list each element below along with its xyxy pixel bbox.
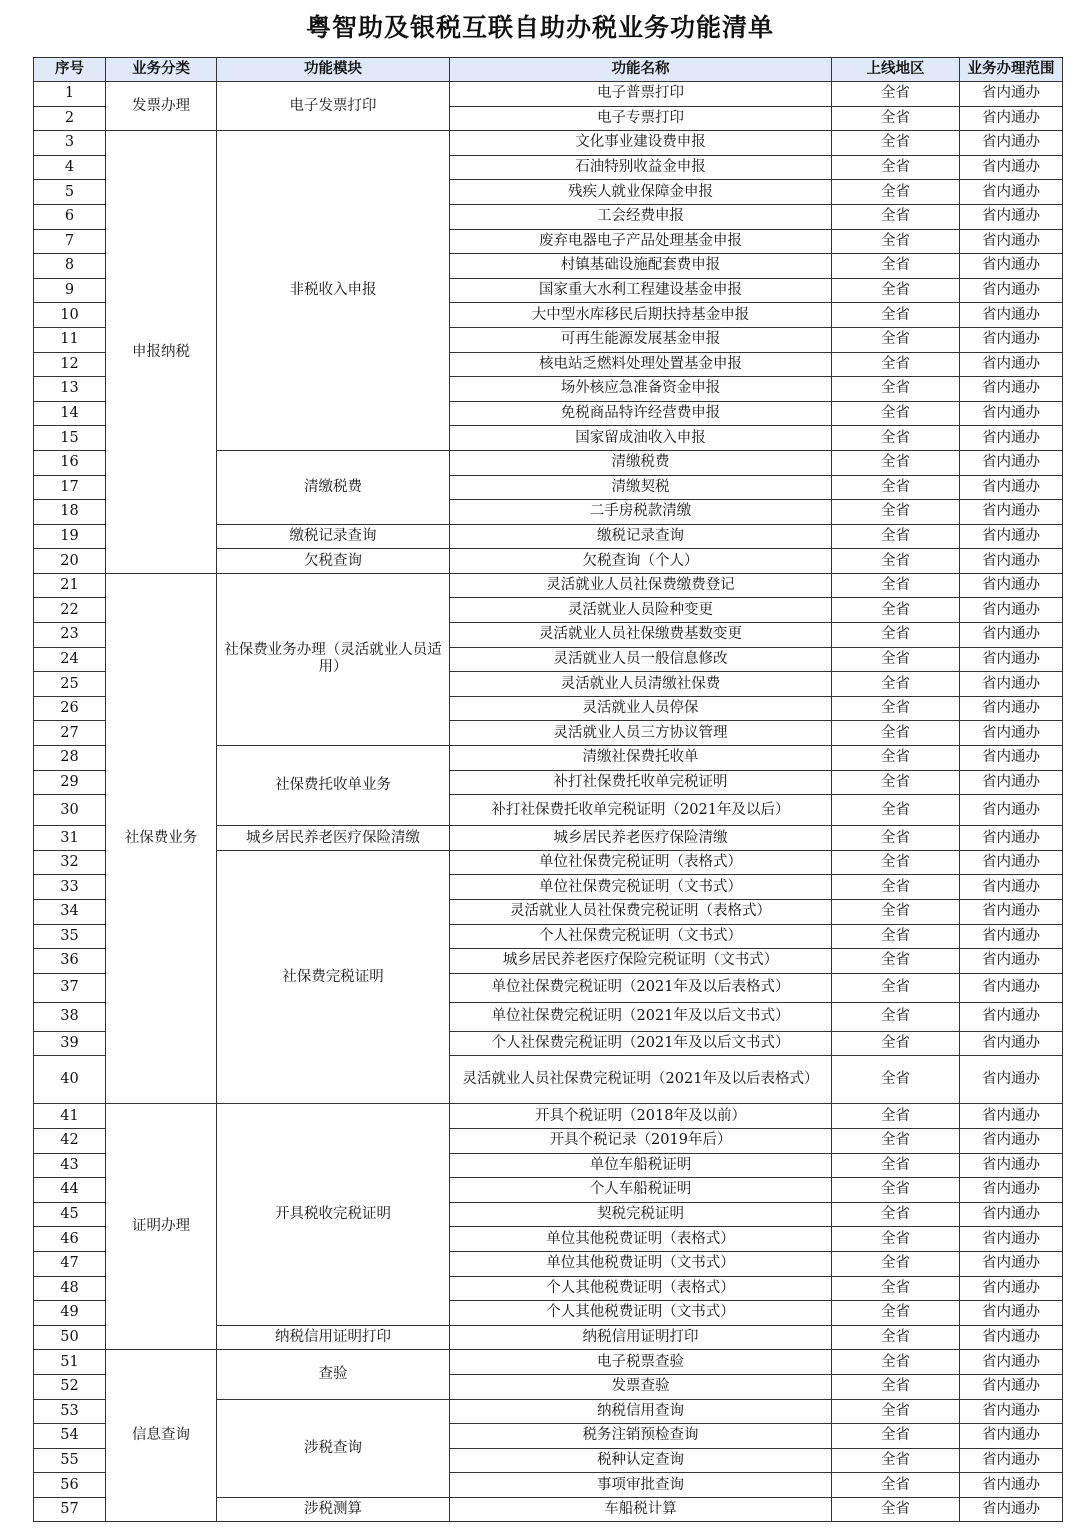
scope-cell: 省内通办 <box>960 696 1063 721</box>
row-index: 25 <box>34 672 106 697</box>
function-name-cell: 纳税信用查询 <box>450 1399 832 1424</box>
region-cell: 全省 <box>832 1002 960 1031</box>
row-index: 5 <box>34 180 106 205</box>
row-index: 10 <box>34 303 106 328</box>
header-category: 业务分类 <box>106 58 217 82</box>
scope-cell: 省内通办 <box>960 1399 1063 1424</box>
page-title: 粤智助及银税互联自助办税业务功能清单 <box>305 13 774 42</box>
row-index: 53 <box>34 1399 106 1424</box>
region-cell: 全省 <box>832 1497 960 1522</box>
row-index: 50 <box>34 1325 106 1350</box>
module-cell: 清缴税费 <box>217 450 450 524</box>
row-index: 26 <box>34 696 106 721</box>
region-cell: 全省 <box>832 229 960 254</box>
row-index: 12 <box>34 352 106 377</box>
function-name-cell: 灵活就业人员社保缴费基数变更 <box>450 623 832 648</box>
region-cell: 全省 <box>832 850 960 875</box>
region-cell: 全省 <box>832 327 960 352</box>
scope-cell: 省内通办 <box>960 131 1063 156</box>
scope-cell: 省内通办 <box>960 524 1063 549</box>
function-name-cell: 灵活就业人员险种变更 <box>450 598 832 623</box>
row-index: 14 <box>34 401 106 426</box>
table-row <box>34 573 1063 598</box>
module-cell: 涉税测算 <box>217 1497 450 1522</box>
row-index: 21 <box>34 573 106 598</box>
row-index: 46 <box>34 1227 106 1252</box>
scope-cell: 省内通办 <box>960 549 1063 574</box>
function-name-cell: 欠税查询（个人） <box>450 549 832 574</box>
function-name-cell: 单位社保费完税证明（2021年及以后表格式） <box>450 973 832 1002</box>
function-name-cell: 个人车船税证明 <box>450 1178 832 1203</box>
scope-cell: 省内通办 <box>960 155 1063 180</box>
scope-cell: 省内通办 <box>960 1424 1063 1449</box>
row-index: 20 <box>34 549 106 574</box>
region-cell: 全省 <box>832 131 960 156</box>
region-cell: 全省 <box>832 549 960 574</box>
row-index: 3 <box>34 131 106 156</box>
row-index: 45 <box>34 1202 106 1227</box>
module-cell: 非税收入申报 <box>217 131 450 451</box>
function-name-cell: 城乡居民养老医疗保险清缴 <box>450 826 832 851</box>
module-cell: 社保费业务办理（灵活就业人员适用） <box>217 573 450 745</box>
category-cell: 证明办理 <box>106 1104 217 1350</box>
scope-cell: 省内通办 <box>960 672 1063 697</box>
region-cell: 全省 <box>832 352 960 377</box>
header-region: 上线地区 <box>832 58 960 82</box>
scope-cell: 省内通办 <box>960 1031 1063 1056</box>
scope-cell: 省内通办 <box>960 327 1063 352</box>
region-cell: 全省 <box>832 1276 960 1301</box>
scope-cell: 省内通办 <box>960 573 1063 598</box>
header-function-name: 功能名称 <box>450 58 832 82</box>
region-cell: 全省 <box>832 524 960 549</box>
region-cell: 全省 <box>832 1301 960 1326</box>
scope-cell: 省内通办 <box>960 623 1063 648</box>
region-cell: 全省 <box>832 746 960 771</box>
function-name-cell: 缴税记录查询 <box>450 524 832 549</box>
region-cell: 全省 <box>832 672 960 697</box>
region-cell: 全省 <box>832 1104 960 1129</box>
row-index: 51 <box>34 1350 106 1375</box>
table-body <box>34 82 1063 1522</box>
row-index: 43 <box>34 1153 106 1178</box>
row-index: 34 <box>34 900 106 925</box>
row-index: 28 <box>34 746 106 771</box>
function-name-cell: 车船税计算 <box>450 1497 832 1522</box>
row-index: 48 <box>34 1276 106 1301</box>
scope-cell: 省内通办 <box>960 598 1063 623</box>
row-index: 9 <box>34 278 106 303</box>
category-cell: 信息查询 <box>106 1350 217 1522</box>
scope-cell: 省内通办 <box>960 1251 1063 1276</box>
region-cell: 全省 <box>832 647 960 672</box>
scope-cell: 省内通办 <box>960 1497 1063 1522</box>
function-name-cell: 灵活就业人员社保费缴费登记 <box>450 573 832 598</box>
row-index: 22 <box>34 598 106 623</box>
scope-cell: 省内通办 <box>960 352 1063 377</box>
region-cell: 全省 <box>832 1153 960 1178</box>
function-name-cell: 个人社保费完税证明（文书式） <box>450 924 832 949</box>
region-cell: 全省 <box>832 696 960 721</box>
function-list-table <box>33 57 1063 1522</box>
function-name-cell: 清缴契税 <box>450 475 832 500</box>
region-cell: 全省 <box>832 1227 960 1252</box>
region-cell: 全省 <box>832 155 960 180</box>
region-cell: 全省 <box>832 924 960 949</box>
region-cell: 全省 <box>832 1350 960 1375</box>
scope-cell: 省内通办 <box>960 1178 1063 1203</box>
scope-cell: 省内通办 <box>960 900 1063 925</box>
function-name-cell: 个人其他税费证明（表格式） <box>450 1276 832 1301</box>
row-index: 27 <box>34 721 106 746</box>
scope-cell: 省内通办 <box>960 1002 1063 1031</box>
region-cell: 全省 <box>832 278 960 303</box>
scope-cell: 省内通办 <box>960 746 1063 771</box>
function-name-cell: 灵活就业人员社保费完税证明（2021年及以后表格式） <box>450 1056 832 1104</box>
module-cell: 欠税查询 <box>217 549 450 574</box>
row-index: 38 <box>34 1002 106 1031</box>
scope-cell: 省内通办 <box>960 229 1063 254</box>
function-name-cell: 文化事业建设费申报 <box>450 131 832 156</box>
region-cell: 全省 <box>832 450 960 475</box>
module-cell: 社保费托收单业务 <box>217 746 450 826</box>
scope-cell: 省内通办 <box>960 1374 1063 1399</box>
function-name-cell: 开具个税记录（2019年后） <box>450 1128 832 1153</box>
function-name-cell: 残疾人就业保障金申报 <box>450 180 832 205</box>
header-module: 功能模块 <box>217 58 450 82</box>
function-name-cell: 城乡居民养老医疗保险完税证明（文书式） <box>450 949 832 974</box>
row-index: 11 <box>34 327 106 352</box>
row-index: 15 <box>34 426 106 451</box>
function-name-cell: 税务注销预检查询 <box>450 1424 832 1449</box>
module-cell: 电子发票打印 <box>217 82 450 131</box>
scope-cell: 省内通办 <box>960 1325 1063 1350</box>
module-cell: 社保费完税证明 <box>217 850 450 1104</box>
scope-cell: 省内通办 <box>960 1227 1063 1252</box>
row-index: 37 <box>34 973 106 1002</box>
region-cell: 全省 <box>832 1448 960 1473</box>
scope-cell: 省内通办 <box>960 1473 1063 1498</box>
row-index: 24 <box>34 647 106 672</box>
row-index: 6 <box>34 204 106 229</box>
row-index: 1 <box>34 82 106 107</box>
scope-cell: 省内通办 <box>960 721 1063 746</box>
function-name-cell: 免税商品特许经营费申报 <box>450 401 832 426</box>
function-name-cell: 电子税票查验 <box>450 1350 832 1375</box>
row-index: 55 <box>34 1448 106 1473</box>
row-index: 19 <box>34 524 106 549</box>
scope-cell: 省内通办 <box>960 377 1063 402</box>
function-name-cell: 灵活就业人员停保 <box>450 696 832 721</box>
scope-cell: 省内通办 <box>960 500 1063 525</box>
scope-cell: 省内通办 <box>960 949 1063 974</box>
scope-cell: 省内通办 <box>960 826 1063 851</box>
table-row <box>34 131 1063 156</box>
region-cell: 全省 <box>832 1424 960 1449</box>
table-row <box>34 1104 1063 1129</box>
row-index: 16 <box>34 450 106 475</box>
row-index: 7 <box>34 229 106 254</box>
scope-cell: 省内通办 <box>960 1276 1063 1301</box>
function-name-cell: 二手房税款清缴 <box>450 500 832 525</box>
scope-cell: 省内通办 <box>960 1350 1063 1375</box>
row-index: 52 <box>34 1374 106 1399</box>
scope-cell: 省内通办 <box>960 401 1063 426</box>
module-cell: 纳税信用证明打印 <box>217 1325 450 1350</box>
function-name-cell: 石油特别收益金申报 <box>450 155 832 180</box>
category-cell: 社保费业务 <box>106 573 217 1104</box>
region-cell: 全省 <box>832 770 960 795</box>
region-cell: 全省 <box>832 949 960 974</box>
region-cell: 全省 <box>832 623 960 648</box>
scope-cell: 省内通办 <box>960 204 1063 229</box>
scope-cell: 省内通办 <box>960 475 1063 500</box>
row-index: 29 <box>34 770 106 795</box>
row-index: 47 <box>34 1251 106 1276</box>
region-cell: 全省 <box>832 303 960 328</box>
row-index: 40 <box>34 1056 106 1104</box>
region-cell: 全省 <box>832 598 960 623</box>
scope-cell: 省内通办 <box>960 647 1063 672</box>
function-name-cell: 单位社保费完税证明（文书式） <box>450 875 832 900</box>
function-name-cell: 单位车船税证明 <box>450 1153 832 1178</box>
row-index: 17 <box>34 475 106 500</box>
function-name-cell: 纳税信用证明打印 <box>450 1325 832 1350</box>
function-name-cell: 补打社保费托收单完税证明（2021年及以后） <box>450 795 832 826</box>
row-index: 30 <box>34 795 106 826</box>
function-name-cell: 工会经费申报 <box>450 204 832 229</box>
function-name-cell: 场外核应急准备资金申报 <box>450 377 832 402</box>
row-index: 18 <box>34 500 106 525</box>
row-index: 35 <box>34 924 106 949</box>
row-index: 23 <box>34 623 106 648</box>
function-name-cell: 废弃电器电子产品处理基金申报 <box>450 229 832 254</box>
row-index: 13 <box>34 377 106 402</box>
function-name-cell: 清缴社保费托收单 <box>450 746 832 771</box>
function-name-cell: 补打社保费托收单完税证明 <box>450 770 832 795</box>
function-name-cell: 核电站乏燃料处理处置基金申报 <box>450 352 832 377</box>
function-name-cell: 事项审批查询 <box>450 1473 832 1498</box>
region-cell: 全省 <box>832 254 960 279</box>
module-cell: 涉税查询 <box>217 1399 450 1497</box>
row-index: 54 <box>34 1424 106 1449</box>
function-name-cell: 大中型水库移民后期扶持基金申报 <box>450 303 832 328</box>
region-cell: 全省 <box>832 475 960 500</box>
region-cell: 全省 <box>832 900 960 925</box>
scope-cell: 省内通办 <box>960 770 1063 795</box>
scope-cell: 省内通办 <box>960 924 1063 949</box>
function-name-cell: 电子普票打印 <box>450 82 832 107</box>
header-index: 序号 <box>34 58 106 82</box>
region-cell: 全省 <box>832 973 960 1002</box>
region-cell: 全省 <box>832 106 960 131</box>
scope-cell: 省内通办 <box>960 1301 1063 1326</box>
scope-cell: 省内通办 <box>960 1056 1063 1104</box>
module-cell: 查验 <box>217 1350 450 1399</box>
region-cell: 全省 <box>832 500 960 525</box>
function-name-cell: 单位其他税费证明（文书式） <box>450 1251 832 1276</box>
region-cell: 全省 <box>832 82 960 107</box>
function-name-cell: 村镇基础设施配套费申报 <box>450 254 832 279</box>
module-cell: 开具税收完税证明 <box>217 1104 450 1325</box>
region-cell: 全省 <box>832 426 960 451</box>
scope-cell: 省内通办 <box>960 278 1063 303</box>
row-index: 44 <box>34 1178 106 1203</box>
function-name-cell: 清缴税费 <box>450 450 832 475</box>
region-cell: 全省 <box>832 573 960 598</box>
row-index: 41 <box>34 1104 106 1129</box>
row-index: 4 <box>34 155 106 180</box>
function-name-cell: 开具个税证明（2018年及以前） <box>450 1104 832 1129</box>
row-index: 36 <box>34 949 106 974</box>
scope-cell: 省内通办 <box>960 450 1063 475</box>
scope-cell: 省内通办 <box>960 973 1063 1002</box>
function-name-cell: 契税完税证明 <box>450 1202 832 1227</box>
scope-cell: 省内通办 <box>960 1448 1063 1473</box>
region-cell: 全省 <box>832 1473 960 1498</box>
region-cell: 全省 <box>832 1128 960 1153</box>
scope-cell: 省内通办 <box>960 1128 1063 1153</box>
scope-cell: 省内通办 <box>960 180 1063 205</box>
region-cell: 全省 <box>832 1031 960 1056</box>
function-name-cell: 灵活就业人员清缴社保费 <box>450 672 832 697</box>
function-name-cell: 单位其他税费证明（表格式） <box>450 1227 832 1252</box>
category-cell: 申报纳税 <box>106 131 217 574</box>
region-cell: 全省 <box>832 721 960 746</box>
function-name-cell: 灵活就业人员一般信息修改 <box>450 647 832 672</box>
region-cell: 全省 <box>832 1202 960 1227</box>
function-name-cell: 税种认定查询 <box>450 1448 832 1473</box>
row-index: 49 <box>34 1301 106 1326</box>
region-cell: 全省 <box>832 1251 960 1276</box>
region-cell: 全省 <box>832 377 960 402</box>
function-name-cell: 可再生能源发展基金申报 <box>450 327 832 352</box>
scope-cell: 省内通办 <box>960 1153 1063 1178</box>
row-index: 42 <box>34 1128 106 1153</box>
region-cell: 全省 <box>832 180 960 205</box>
scope-cell: 省内通办 <box>960 426 1063 451</box>
region-cell: 全省 <box>832 1325 960 1350</box>
category-cell: 发票办理 <box>106 82 217 131</box>
table-row <box>34 82 1063 107</box>
region-cell: 全省 <box>832 826 960 851</box>
function-name-cell: 个人社保费完税证明（2021年及以后文书式） <box>450 1031 832 1056</box>
function-name-cell: 国家重大水利工程建设基金申报 <box>450 278 832 303</box>
header-scope: 业务办理范围 <box>960 58 1063 82</box>
row-index: 57 <box>34 1497 106 1522</box>
scope-cell: 省内通办 <box>960 875 1063 900</box>
function-name-cell: 电子专票打印 <box>450 106 832 131</box>
scope-cell: 省内通办 <box>960 1104 1063 1129</box>
function-name-cell: 灵活就业人员三方协议管理 <box>450 721 832 746</box>
function-name-cell: 单位社保费完税证明（表格式） <box>450 850 832 875</box>
row-index: 32 <box>34 850 106 875</box>
module-cell: 城乡居民养老医疗保险清缴 <box>217 826 450 851</box>
header-row <box>34 58 1063 82</box>
scope-cell: 省内通办 <box>960 795 1063 826</box>
region-cell: 全省 <box>832 1399 960 1424</box>
row-index: 8 <box>34 254 106 279</box>
region-cell: 全省 <box>832 1056 960 1104</box>
function-name-cell: 个人其他税费证明（文书式） <box>450 1301 832 1326</box>
function-name-cell: 国家留成油收入申报 <box>450 426 832 451</box>
region-cell: 全省 <box>832 1374 960 1399</box>
scope-cell: 省内通办 <box>960 1202 1063 1227</box>
module-cell: 缴税记录查询 <box>217 524 450 549</box>
scope-cell: 省内通办 <box>960 303 1063 328</box>
function-name-cell: 发票查验 <box>450 1374 832 1399</box>
scope-cell: 省内通办 <box>960 82 1063 107</box>
row-index: 39 <box>34 1031 106 1056</box>
row-index: 56 <box>34 1473 106 1498</box>
function-name-cell: 灵活就业人员社保费完税证明（表格式） <box>450 900 832 925</box>
region-cell: 全省 <box>832 204 960 229</box>
region-cell: 全省 <box>832 875 960 900</box>
region-cell: 全省 <box>832 795 960 826</box>
scope-cell: 省内通办 <box>960 254 1063 279</box>
row-index: 33 <box>34 875 106 900</box>
region-cell: 全省 <box>832 1178 960 1203</box>
region-cell: 全省 <box>832 401 960 426</box>
scope-cell: 省内通办 <box>960 106 1063 131</box>
row-index: 2 <box>34 106 106 131</box>
row-index: 31 <box>34 826 106 851</box>
scope-cell: 省内通办 <box>960 850 1063 875</box>
table-row <box>34 1350 1063 1375</box>
function-name-cell: 单位社保费完税证明（2021年及以后文书式） <box>450 1002 832 1031</box>
